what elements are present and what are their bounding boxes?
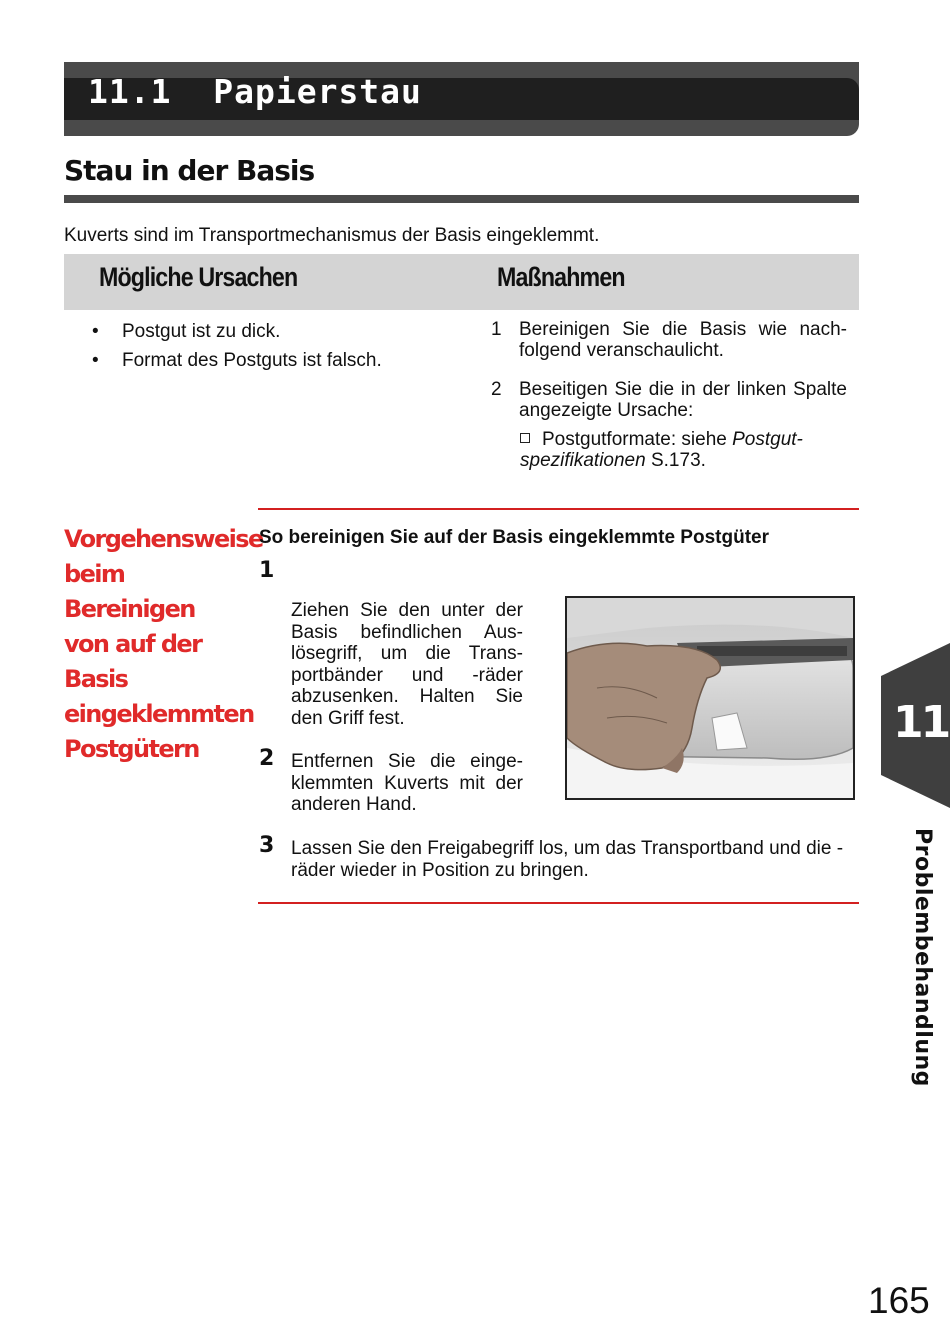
procedure-top-rule: [258, 508, 859, 510]
section-title-text: Papierstau: [213, 72, 422, 111]
list-item: • Postgut ist zu dick.: [92, 321, 281, 342]
causes-list: [92, 317, 382, 375]
step-number: 1: [259, 558, 275, 583]
page-number: 165: [868, 1280, 930, 1321]
section-number: 11.1: [88, 72, 172, 111]
step-text: Entfernen Sie die einge-klemmten Kuverts mit der anderen Hand.: [291, 751, 523, 815]
column-header-causes: Mögliche Ursachen: [99, 262, 298, 292]
section-title: [88, 72, 422, 111]
procedure-bottom-rule: [258, 902, 859, 904]
step-number: 2: [259, 746, 275, 771]
action-sub-item: Postgutformate: siehe Postgut-spezifikationen S.173.: [520, 429, 803, 471]
jam-release-photo: [565, 596, 855, 800]
step-number: 3: [259, 833, 275, 858]
list-item: • Format des Postguts ist falsch.: [92, 350, 382, 371]
procedure-title: So bereinigen Sie auf der Basis eingeklemmte Postgüter: [259, 527, 769, 548]
action-item: 2 Beseitigen Sie die in der linken Spalte angezeigte Ursache:: [491, 379, 847, 421]
action-item: 1 Bereinigen Sie die Basis wie nach-folgend veranschaulicht.: [491, 319, 847, 361]
chapter-label: Problembehandlung: [910, 828, 935, 1087]
subheading-rule: [64, 195, 859, 203]
column-header-actions: Maßnahmen: [497, 262, 625, 292]
subheading: Stau in der Basis: [64, 154, 315, 187]
chapter-number: 11: [893, 697, 949, 748]
step-text: Ziehen Sie den unter der Basis befindlichen Aus-lösegriff, um die Trans-portbänder und -räder abzusenken. Halten Sie den Griff fest.: [291, 600, 523, 729]
step-text: Lassen Sie den Freigabegriff los, um das Transportband und die -räder wieder in Position zu bringen.: [291, 838, 844, 881]
hand-on-base-illustration: [567, 598, 853, 798]
checkbox-square-icon: [520, 433, 530, 443]
reference-link: Postgut-spezifikationen: [520, 429, 803, 471]
side-heading: Vorgehensweise beim Bereinigen von auf der Basis eingeklemmten Postgütern: [64, 525, 263, 763]
intro-text: Kuverts sind im Transportmechanismus der Basis eingeklemmt.: [64, 225, 600, 246]
